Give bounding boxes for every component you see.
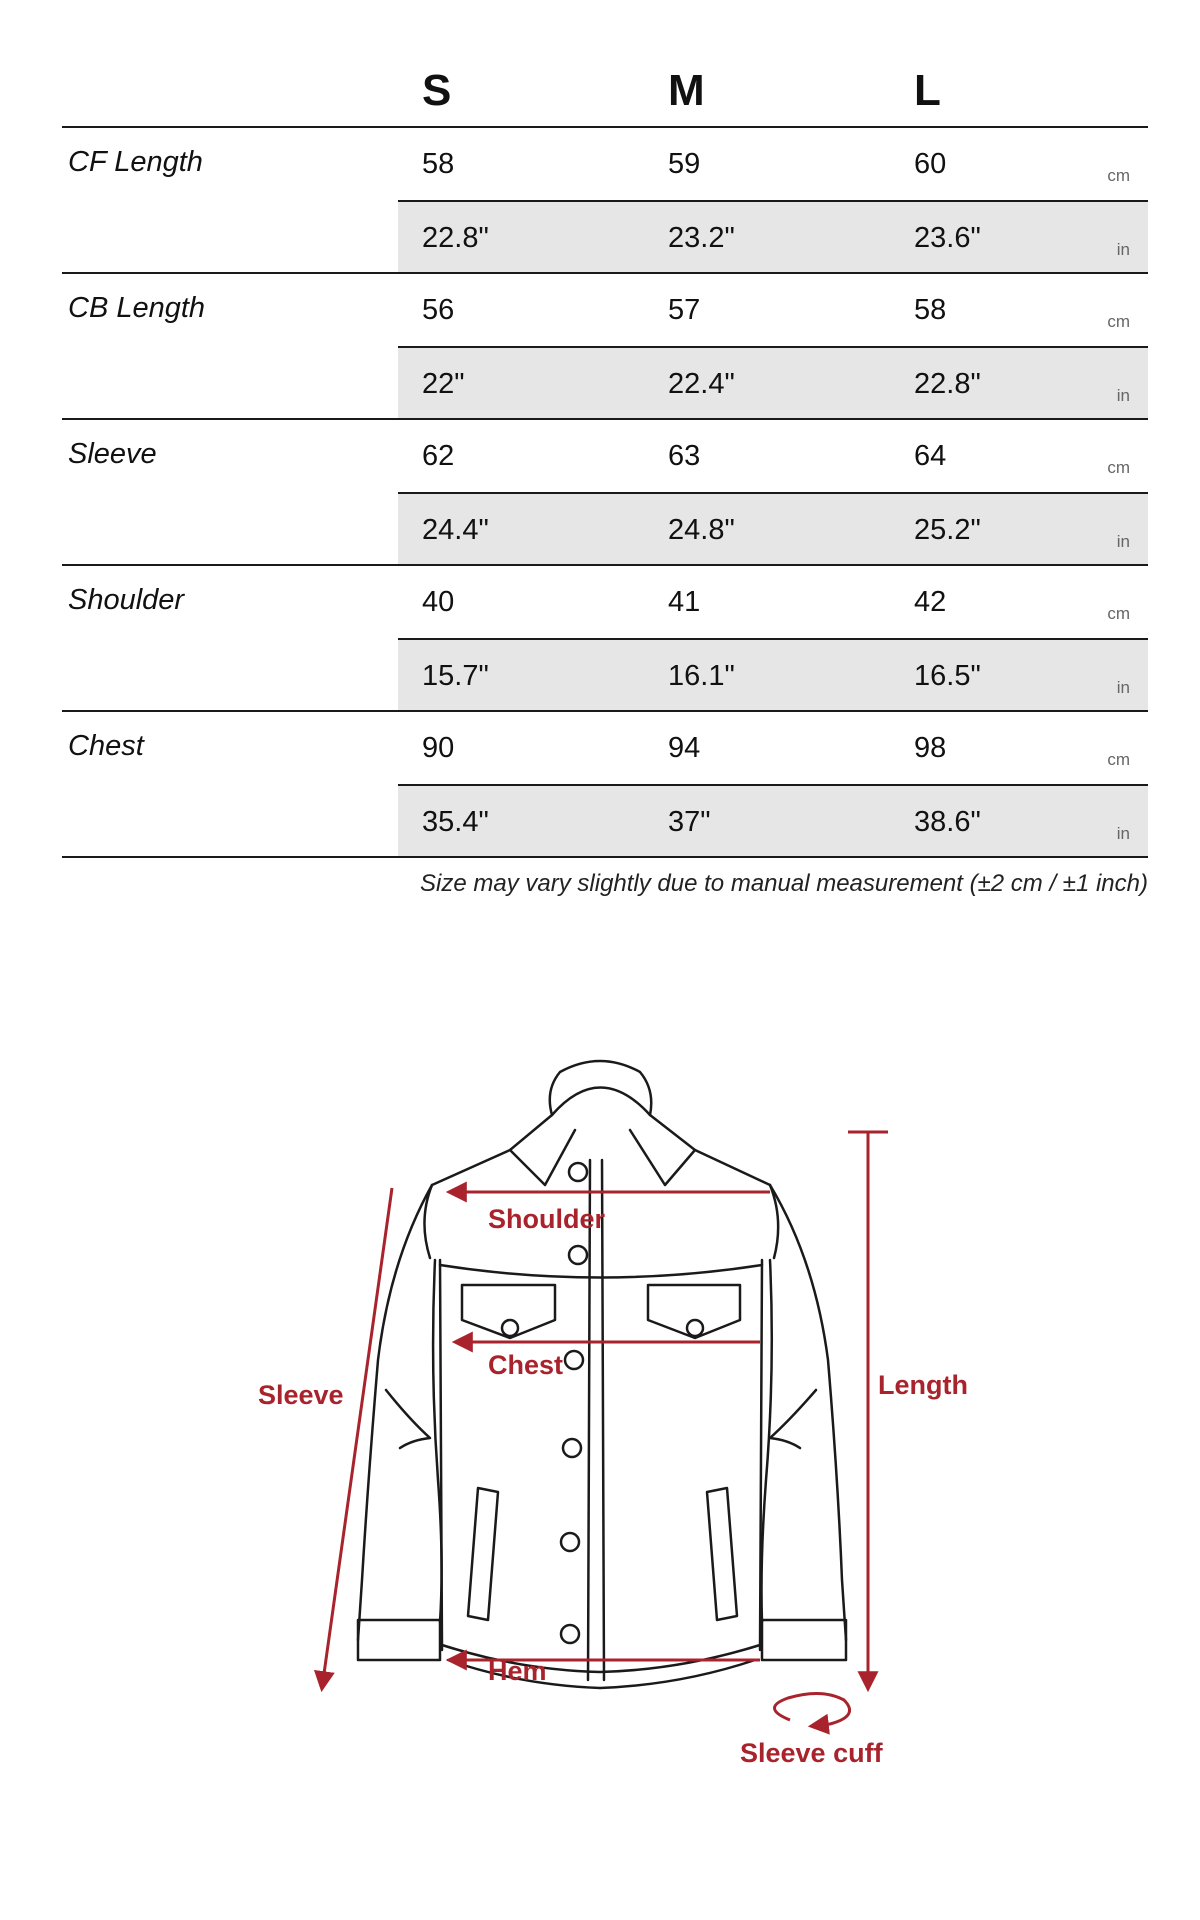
value-cell: 62: [422, 440, 455, 472]
measurement-group-shoulder: [62, 566, 1148, 712]
value-cell: 58: [422, 148, 455, 180]
value-cell: 59: [668, 148, 701, 180]
sleeve-cuff-arrow: [774, 1693, 849, 1726]
unit-label-cm: cm: [1107, 750, 1130, 769]
value-cell: 22": [422, 368, 465, 400]
value-cell: 98: [914, 732, 947, 764]
sleeve-arrow: [322, 1188, 392, 1688]
table-row-cm: [398, 128, 1148, 200]
unit-label-cm: cm: [1107, 604, 1130, 623]
value-cell: 57: [668, 294, 701, 326]
jacket-outline: [358, 1061, 846, 1688]
measurement-label: Chest: [68, 730, 144, 762]
value-cell: 35.4": [422, 806, 489, 838]
table-row-in: [398, 640, 1148, 712]
value-cell: 58: [914, 294, 947, 326]
measurement-label: Shoulder: [68, 584, 185, 616]
size-header-s: S: [422, 66, 452, 115]
table-row-in: [398, 786, 1148, 858]
measurement-label: Sleeve: [68, 438, 157, 470]
jacket-illustration: [0, 1020, 1200, 1820]
sleeve-cuff-label: Sleeve cuff: [740, 1738, 883, 1768]
unit-label-in: in: [1116, 532, 1130, 551]
value-cell: 60: [914, 148, 947, 180]
value-cell: 22.8": [914, 368, 981, 400]
jacket-measurement-diagram: [0, 1020, 1200, 1820]
sleeve-label: Sleeve: [258, 1380, 344, 1410]
value-cell: 90: [422, 732, 455, 764]
value-cell: 22.4": [668, 368, 735, 400]
measurement-group-cb-length: [62, 274, 1148, 420]
value-cell: 94: [668, 732, 701, 764]
value-cell: 56: [422, 294, 455, 326]
measurement-group-chest: [62, 712, 1148, 858]
value-cell: 15.7": [422, 660, 489, 692]
value-cell: 23.2": [668, 222, 735, 254]
unit-label-cm: cm: [1107, 312, 1130, 331]
unit-label-in: in: [1116, 386, 1130, 405]
value-cell: 16.5": [914, 660, 981, 692]
table-row-cm: [398, 420, 1148, 492]
value-cell: 63: [668, 440, 701, 472]
measurement-label: CB Length: [68, 292, 206, 324]
size-header-l: L: [914, 66, 941, 115]
table-row-in: [398, 348, 1148, 420]
table-row-cm: [398, 712, 1148, 784]
size-header-row: [62, 0, 1148, 128]
value-cell: 38.6": [914, 806, 981, 838]
unit-label-in: in: [1116, 240, 1130, 259]
unit-label-cm: cm: [1107, 166, 1130, 185]
table-divider: [62, 856, 1148, 858]
value-cell: 16.1": [668, 660, 735, 692]
measurement-note: Size may vary slightly due to manual measurement (±2 cm / ±1 inch): [420, 870, 1148, 897]
value-cell: 42: [914, 586, 947, 618]
unit-label-in: in: [1116, 678, 1130, 697]
value-cell: 25.2": [914, 514, 981, 546]
table-row-in: [398, 494, 1148, 566]
value-cell: 40: [422, 586, 455, 618]
value-cell: 37": [668, 806, 711, 838]
unit-label-in: in: [1116, 824, 1130, 843]
table-row-cm: [398, 566, 1148, 638]
value-cell: 24.4": [422, 514, 489, 546]
measurement-group-cf-length: [62, 128, 1148, 274]
table-row-cm: [398, 274, 1148, 346]
length-label: Length: [878, 1370, 968, 1400]
measurement-label: CF Length: [68, 146, 203, 178]
measurement-group-sleeve: [62, 420, 1148, 566]
hem-label: Hem: [488, 1656, 547, 1686]
value-cell: 64: [914, 440, 947, 472]
value-cell: 41: [668, 586, 701, 618]
value-cell: 23.6": [914, 222, 981, 254]
table-row-in: [398, 202, 1148, 274]
value-cell: 22.8": [422, 222, 489, 254]
unit-label-cm: cm: [1107, 458, 1130, 477]
size-header-m: M: [668, 66, 705, 115]
chest-label: Chest: [488, 1350, 564, 1380]
value-cell: 24.8": [668, 514, 735, 546]
shoulder-label: Shoulder: [488, 1204, 606, 1234]
